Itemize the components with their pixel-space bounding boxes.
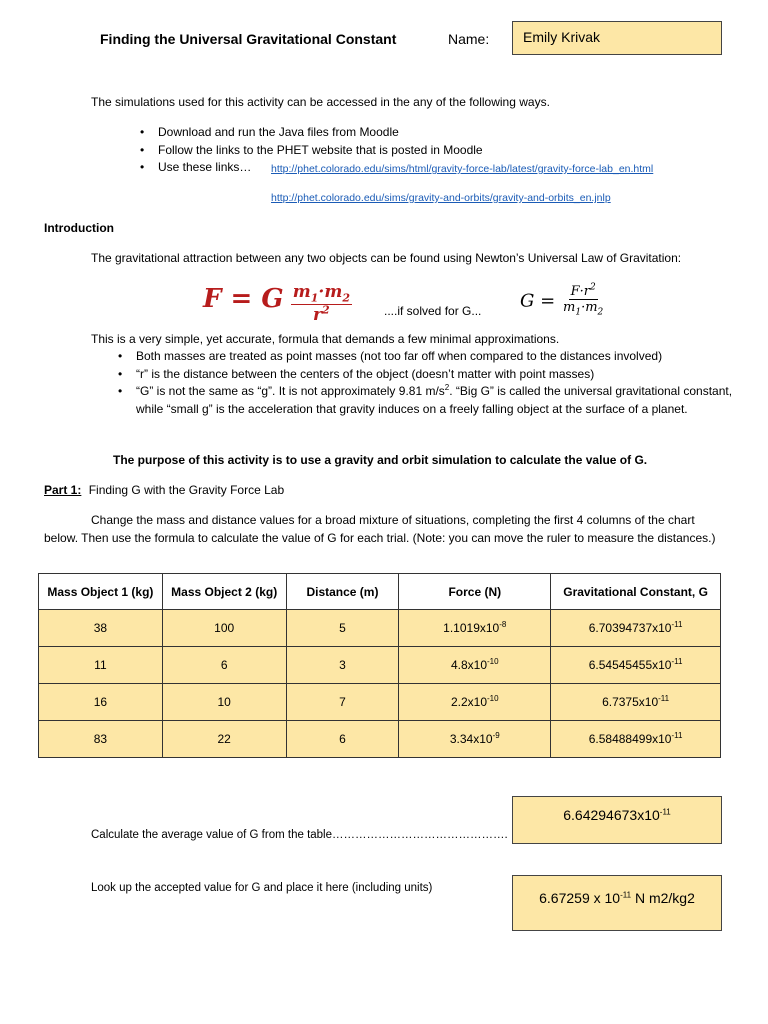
page-title: Finding the Universal Gravitational Constant (100, 31, 397, 47)
mass2-cell[interactable]: 10 (162, 684, 286, 721)
mass1-cell[interactable]: 38 (39, 610, 163, 647)
mass2-cell[interactable]: 22 (162, 721, 286, 758)
solved-for-g-text: ....if solved for G... (384, 304, 482, 318)
distance-cell[interactable]: 5 (286, 610, 399, 647)
g-cell[interactable]: $6.70394737x10^{-11}$ (551, 610, 721, 647)
average-g-label: Calculate the average value of G from the table………………………………………. (91, 829, 508, 841)
table-row (39, 647, 721, 684)
gravity-data-table (38, 573, 721, 758)
gravity-force-lab-link[interactable]: http://phet.colorado.edu/sims/html/gravity-force-lab/latest/gravity-force-lab_en.html (271, 163, 654, 175)
access-intro: The simulations used for this activity can be accessed in the any of the following ways. (91, 95, 550, 109)
intro-text: The gravitational attraction between any two objects can be found using Newton’s Universal Law of Gravitation: (91, 251, 682, 265)
table-row (39, 684, 721, 721)
mass1-cell[interactable]: 11 (39, 647, 163, 684)
list-item: • “G” is not the same as “g”. It is not approximately 9.81 $m/s^2$. “Big G” is called the universal gravitational constant, while “small g” is the acceleration that gravity induces on a freely falling object at the surface of a planet. (114, 383, 734, 418)
accepted-g-label: Look up the accepted value for G and place it here (including units) (91, 882, 433, 894)
column-header: Gravitational Constant, G (551, 574, 721, 610)
mass2-cell[interactable]: 100 (162, 610, 286, 647)
force-cell[interactable]: $4.8x10^{-10}$ (399, 647, 551, 684)
g-cell[interactable]: $6.54545455x10^{-11}$ (551, 647, 721, 684)
force-cell[interactable]: $1.1019x10^{-8}$ (399, 610, 551, 647)
part1-heading: Part 1: Finding G with the Gravity Force Lab (44, 483, 285, 497)
distance-cell[interactable]: 3 (286, 647, 399, 684)
table-header-row (39, 574, 721, 610)
g-cell[interactable]: $6.58488499x10^{-11}$ (551, 721, 721, 758)
mass1-cell[interactable]: 83 (39, 721, 163, 758)
table-row (39, 610, 721, 647)
part1-instructions: Change the mass and distance values for a broad mixture of situations, completing the first 4 columns of the chart below. Then use the formula to calculate the value of G for each trial. (Note: you can move the ruler to measure the distances.) (44, 513, 716, 545)
name-label: Name: (448, 31, 490, 47)
list-item: • Both masses are treated as point masses (not too far off when compared to the distances involved) (114, 348, 734, 366)
distance-cell[interactable]: 6 (286, 721, 399, 758)
purpose-text: The purpose of this activity is to use a gravity and orbit simulation to calculate the value of G. (113, 453, 648, 467)
list-item: • “r” is the distance between the centers of the object (doesn’t matter with point masses) (114, 366, 734, 384)
column-header: Mass Object 1 (kg) (39, 574, 163, 610)
name-field[interactable]: Emily Krivak (512, 21, 722, 55)
gravity-and-orbits-link[interactable]: http://phet.colorado.edu/sims/gravity-and-orbits/gravity-and-orbits_en.jnlp (271, 192, 611, 204)
list-item-text: Use these links… (158, 160, 252, 174)
intro-heading: Introduction (44, 221, 114, 235)
column-header: Mass Object 2 (kg) (162, 574, 286, 610)
force-cell[interactable]: $2.2x10^{-10}$ (399, 684, 551, 721)
table-row (39, 721, 721, 758)
column-header: Distance (m) (286, 574, 399, 610)
g-cell[interactable]: $6.7375x10^{-11}$ (551, 684, 721, 721)
column-header: Force (N) (399, 574, 551, 610)
force-cell[interactable]: $3.34x10^{-9}$ (399, 721, 551, 758)
mass2-cell[interactable]: 6 (162, 647, 286, 684)
accepted-g-field[interactable]: 6.67259 x $10^{-11}$ N m2/kg2 (512, 875, 722, 931)
newton-gravity-formula: F = G $\frac{m_1\cdot m_2}{r^2}$ (203, 282, 350, 326)
list-item: • Follow the links to the PHET website that is posted in Moodle (136, 142, 736, 160)
distance-cell[interactable]: 7 (286, 684, 399, 721)
solved-g-formula: G = $\frac{F\cdot r^2}{m_1\cdot m_2}$ (520, 282, 604, 318)
simple-text: This is a very simple, yet accurate, formula that demands a few minimal approximations. (91, 332, 560, 346)
average-g-field[interactable]: $6.64294673x10^{-11}$ (512, 796, 722, 844)
mass1-cell[interactable]: 16 (39, 684, 163, 721)
approx-list (114, 348, 734, 418)
list-item: • Download and run the Java files from Moodle (136, 124, 736, 142)
